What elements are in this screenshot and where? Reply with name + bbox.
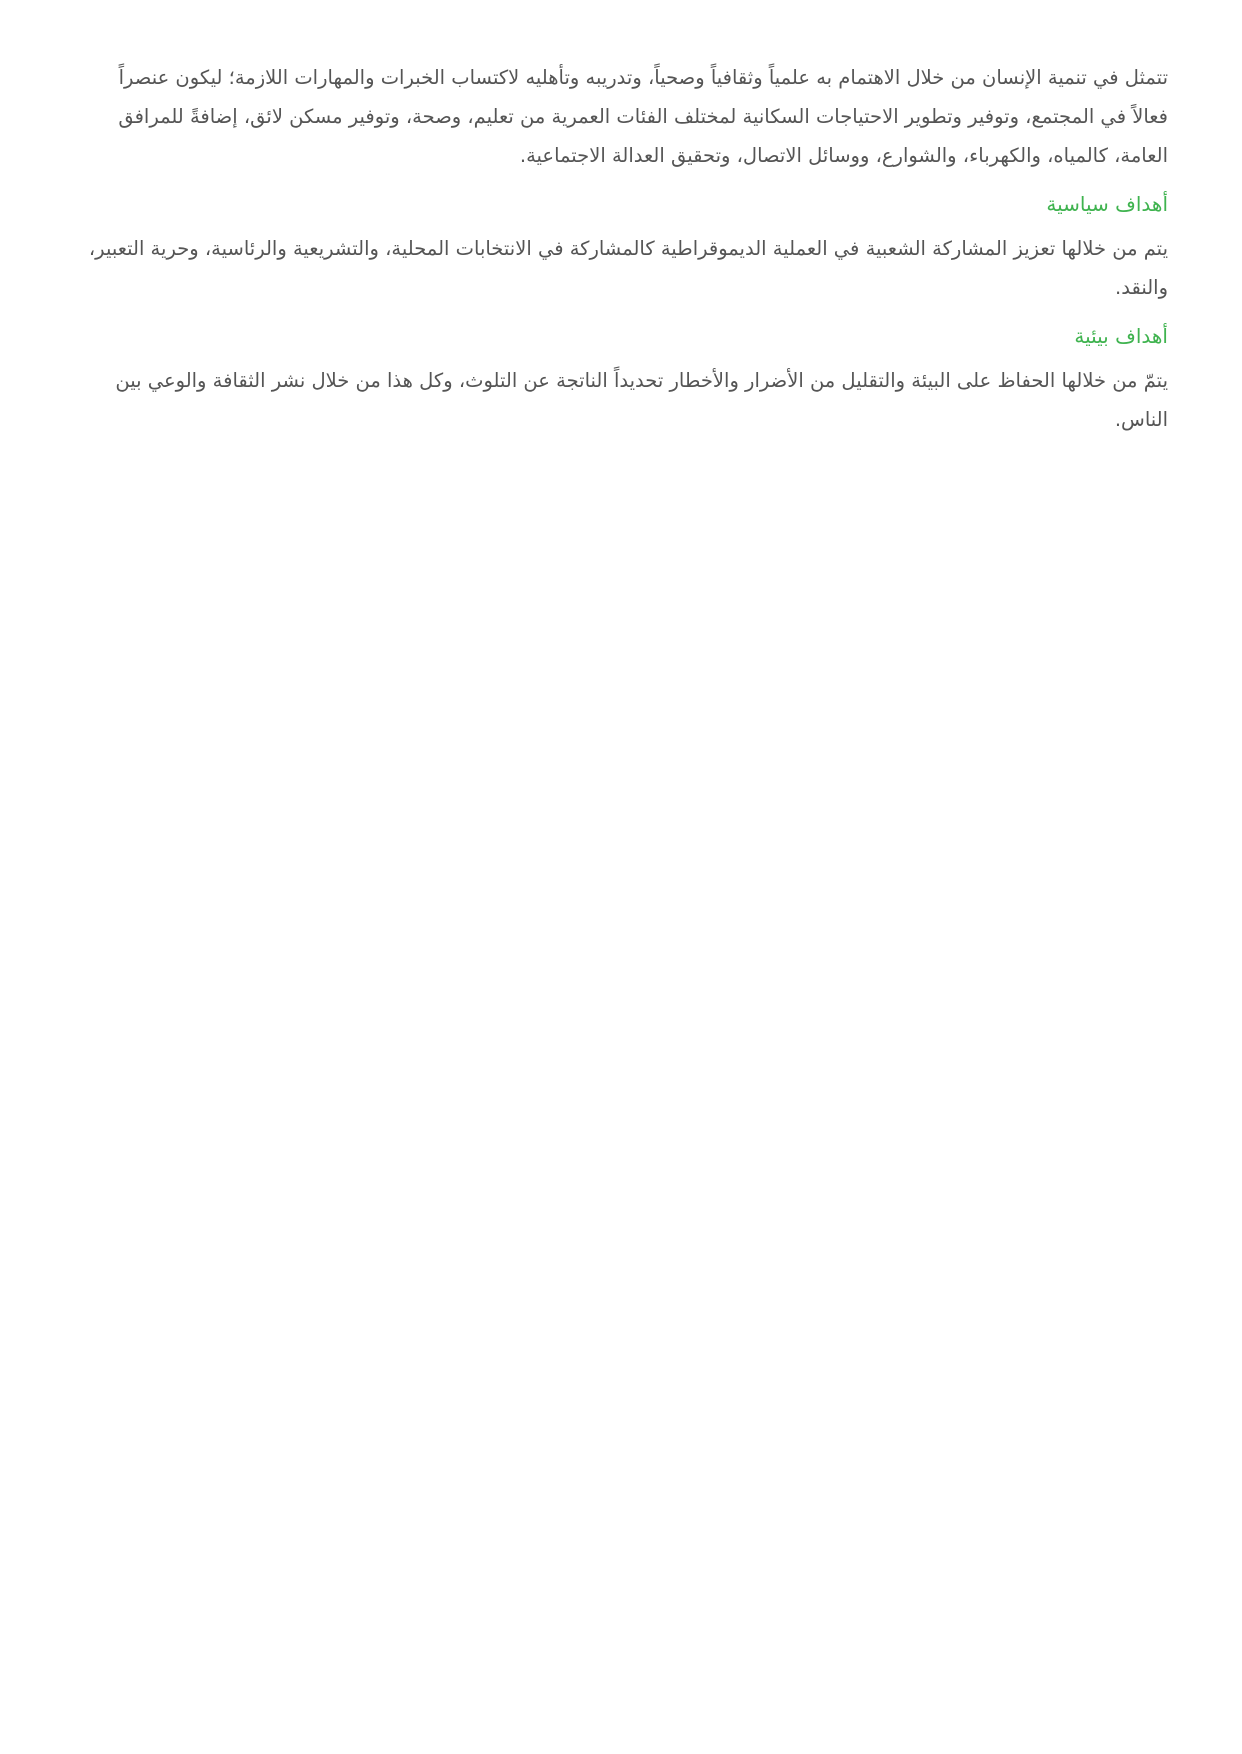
section-heading-environmental-goals: أهداف بيئية: [1074, 324, 1168, 348]
article-content: [80, 58, 1168, 439]
section-heading-political-goals: أهداف سياسية: [1046, 192, 1168, 216]
intro-paragraph: تتمثل في تنمية الإنسان من خلال الاهتمام به علمياً وثقافياً وصحياً، وتدريبه وتأهليه لاكتساب الخبرات والمهارات اللازمة؛ ليكون عنصراً فعالاً في المجتمع، وتوفير وتطوير الاحتياجات السكانية لمختلف الفئات العمرية من تعليم، وصحة، وتوفير مسكن لائق، إضافةً للمرافق العامة، كالمياه، والكهرباء، والشوارع، ووسائل الاتصال، وتحقيق العدالة الاجتماعية.: [118, 66, 1168, 167]
section-body-environmental-goals: يتمّ من خلالها الحفاظ على البيئة والتقليل من الأضرار والأخطار تحديداً الناتجة عن التلوث، وكل هذا من خلال نشر الثقافة والوعي بين الناس.: [115, 369, 1168, 431]
section-body-political-goals: يتم من خلالها تعزيز المشاركة الشعبية في العملية الديموقراطية كالمشاركة في الانتخابات المحلية، والتشريعية والرئاسية، وحرية التعبير، والنقد.: [88, 237, 1168, 299]
